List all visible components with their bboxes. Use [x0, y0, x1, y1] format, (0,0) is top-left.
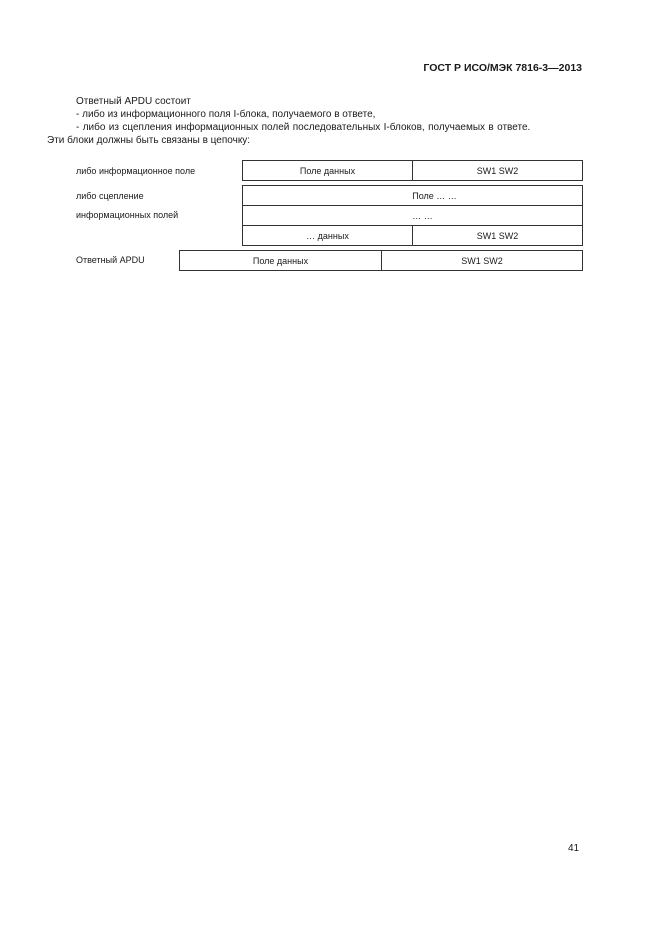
sw-cell-text: SW1 SW2: [476, 165, 519, 176]
label-information-field: либо информационное поле: [76, 166, 196, 176]
chain-cell-middle-text: … …: [412, 210, 433, 221]
label-response-apdu: Ответный APDU: [76, 255, 145, 265]
sw-cell: [412, 160, 583, 181]
apdu-sw-cell-text: SW1 SW2: [461, 255, 503, 266]
chain-cell-middle: [242, 205, 583, 226]
apdu-data-cell-text: Поле данных: [252, 255, 309, 266]
page-number: 41: [568, 843, 580, 854]
chain-sw-cell-text: SW1 SW2: [476, 230, 519, 241]
apdu-data-cell: [179, 250, 382, 271]
list-item-1: - либо из информационного поля I-блока, получаемого в ответе,: [76, 109, 376, 120]
chain-cell-top-text: Поле … …: [412, 190, 457, 201]
chain-note: Эти блоки должны быть связаны в цепочку:: [47, 135, 251, 146]
chain-cell-data-end-text: … данных: [306, 230, 349, 241]
label-information-fields: информационных полей: [76, 210, 179, 220]
intro-text: Ответный APDU состоит: [76, 96, 191, 107]
list-item-2: - либо из сцепления информационных полей последовательных I-блоков, получаемых в ответе.: [76, 122, 531, 133]
chain-cell-data-end: [242, 225, 413, 246]
document-header: ГОСТ Р ИСО/МЭК 7816-3—2013: [423, 62, 582, 74]
data-field-cell-text: Поле данных: [299, 165, 356, 176]
chain-sw-cell: [412, 225, 583, 246]
apdu-sw-cell: [381, 250, 583, 271]
label-concatenation: либо сцепление: [76, 191, 144, 201]
chain-cell-top: [242, 185, 583, 206]
data-field-cell: [242, 160, 413, 181]
